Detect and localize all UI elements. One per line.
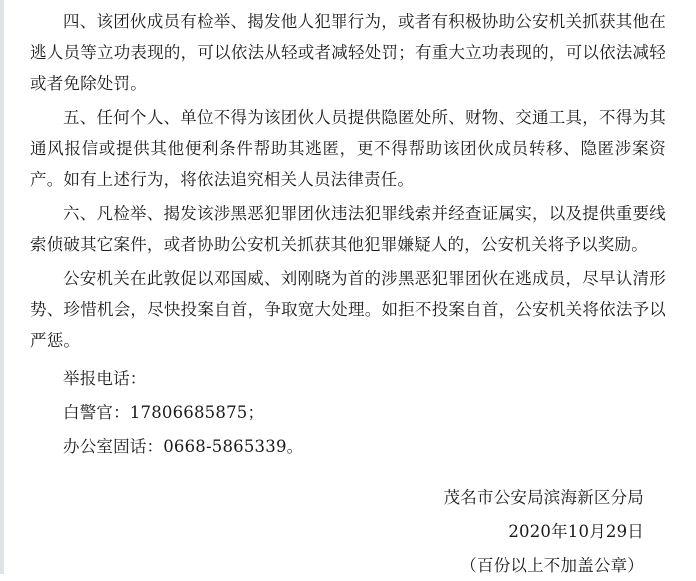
- signature-note: （百份以上不加盖公章）: [460, 556, 644, 575]
- signature-issuer: 茂名市公安局滨海新区分局: [443, 488, 644, 507]
- contact-officer-phone: 白警官：17806685875；: [63, 403, 265, 422]
- paragraph-urging: 公安机关在此敦促以邓国威、刘刚晓为首的涉黑恶犯罪团伙在逃成员，尽早认清形势、珍惜机会，尽快投案自首，争取宽大处理。如拒不投案自首，公安机关将依法予以严惩。: [30, 269, 666, 350]
- contact-heading: 举报电话：: [63, 369, 147, 388]
- paragraph-four: 四、该团伙成员有检举、揭发他人犯罪行为，或者有积极协助公安机关抓获其他在逃人员等立功表现的，可以依法从轻或者减轻处罚；有重大立功表现的，可以依法减轻或者免除处罚。: [30, 12, 666, 93]
- contact-block: [30, 363, 666, 462]
- signature-block: [30, 482, 666, 581]
- paragraph-five: 五、任何个人、单位不得为该团伙人员提供隐匿处所、财物、交通工具，不得为其通风报信或提供其他便利条件帮助其逃匿，更不得帮助该团伙成员转移、隐匿涉案资产。如有上述行为，将依法追究相关人员法律责任。: [30, 108, 666, 189]
- paragraph-six: 六、凡检举、揭发该涉黑恶犯罪团伙违法犯罪线索并经查证属实，以及提供重要线索侦破其它案件，或者协助公安机关抓获其他犯罪嫌疑人的，公安机关将予以奖励。: [30, 204, 666, 254]
- contact-office-phone: 办公室固话：0668-5865339。: [63, 437, 304, 456]
- left-margin-rule: [0, 0, 4, 574]
- clipped-top-line-text: [30, 0, 666, 6]
- clipped-top-line: [30, 0, 666, 6]
- signature-date: 2020年10月29日: [508, 522, 644, 541]
- document-body: [30, 0, 666, 581]
